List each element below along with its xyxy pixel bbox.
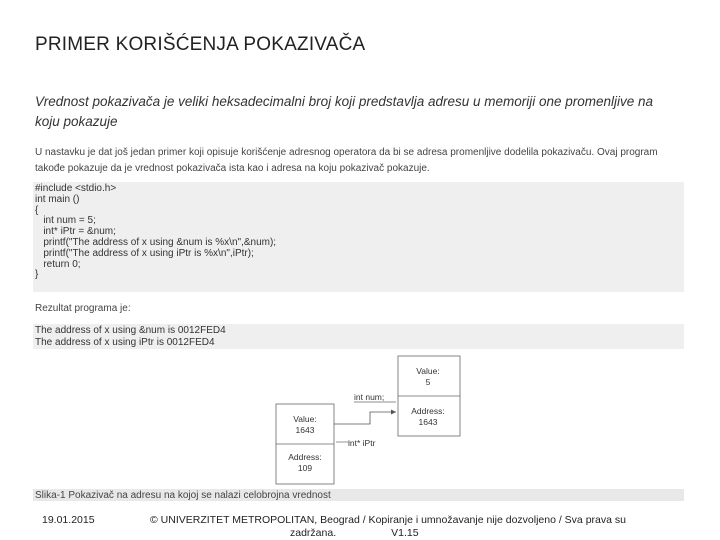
- ptr-address-label: Address:: [288, 452, 322, 462]
- footer-version: V1.15: [391, 527, 419, 539]
- ptr-value: 1643: [295, 425, 315, 435]
- figure-caption: Slika-1 Pokazivač na adresu na kojoj se nalazi celobrojna vrednost: [35, 490, 331, 501]
- ptr-value-label: Value:: [293, 414, 317, 424]
- intro-paragraph: U nastavku je dat još jedan primer koji opisuje korišćenje adresnog operatora da bi se adresa promenljive dodelila pokazivaču. Ovaj program takođe pokazuje da je vrednost pokazivača ista kao i adresa na koju pokazivač pokazuje.: [35, 147, 658, 174]
- code-block: [33, 182, 684, 292]
- pointer-diagram: [270, 352, 470, 487]
- pointer-arrow: [334, 412, 396, 424]
- num-value-label: Value:: [416, 366, 440, 376]
- subtitle: Vrednost pokazivača je veliki heksadecimalni broj koji predstavlja adresu u memoriji one promenljive na koju pokazuje: [35, 94, 654, 129]
- code-text: #include <stdio.h> int main () { int num = 5; int* iPtr = &num; printf("The address of x using &num is %x\n",&num); printf("The address of x using iPtr is %x\n",iPtr); return 0; }: [35, 183, 277, 281]
- num-address: 1643: [418, 417, 438, 427]
- footer-copyright: [150, 514, 690, 540]
- ptr-memory-box: [276, 404, 334, 484]
- page-title: PRIMER KORIŠĆENJA POKAZIVAČA: [35, 34, 366, 55]
- output-block: [33, 324, 684, 349]
- pointer-arrowhead: [391, 410, 396, 415]
- footer-date: 19.01.2015: [42, 514, 95, 526]
- num-declaration: int num;: [354, 392, 385, 402]
- footer-copyright-line1: © UNIVERZITET METROPOLITAN, Beograd / Kopiranje i umnožavanje nije dozvoljeno / Sva prava su: [150, 514, 626, 526]
- ptr-address: 109: [297, 463, 313, 473]
- output-text: The address of x using &num is 0012FED4 The address of x using iPtr is 0012FED4: [35, 325, 226, 348]
- num-address-label: Address:: [411, 406, 445, 416]
- ptr-declaration: int* iPtr: [348, 438, 376, 448]
- num-memory-box: [398, 356, 460, 436]
- result-label: Rezultat programa je:: [35, 303, 131, 314]
- num-value: 5: [425, 377, 431, 387]
- footer-copyright-line2: zadržana. V1.15: [290, 527, 419, 539]
